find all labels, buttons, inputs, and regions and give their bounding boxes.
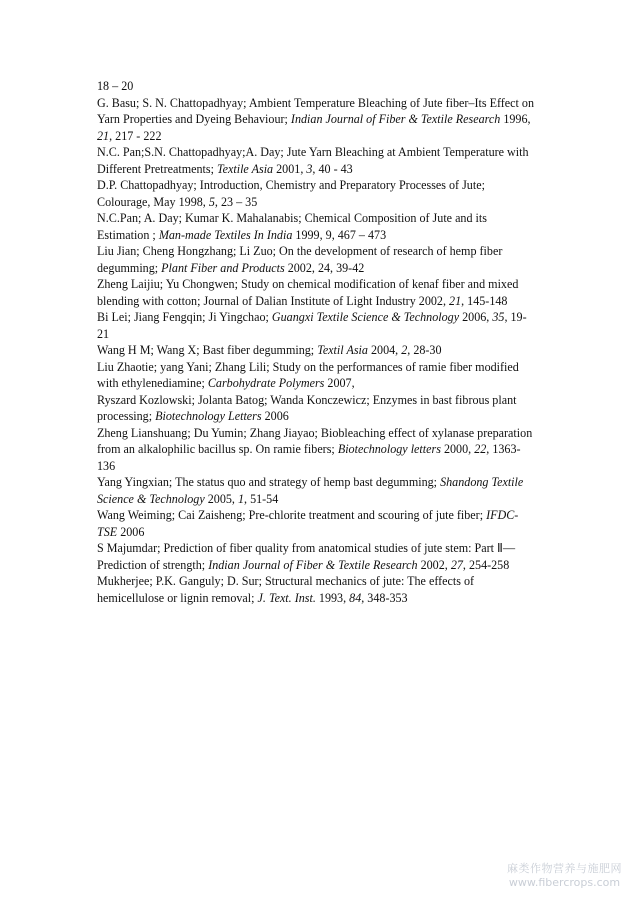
reference-text: , 51-54	[244, 491, 279, 506]
reference-text: , 1363-136	[97, 442, 521, 473]
reference-italic-text: 84	[349, 590, 362, 605]
reference-text: 1999, 9, 467 – 473	[292, 227, 387, 242]
reference-entry	[97, 425, 537, 475]
reference-text: Wang Weiming; Cai Zaisheng; Pre-chlorite treatment and scouring of jute fiber;	[97, 508, 487, 522]
reference-italic-text: 2	[401, 343, 408, 357]
reference-entry	[97, 78, 537, 95]
reference-text: , 217 - 222	[109, 128, 162, 143]
reference-italic-text: 3	[306, 161, 313, 176]
reference-italic-text: Biotechnology Letters	[155, 409, 262, 423]
reference-entry	[97, 540, 537, 573]
reference-italic-text: 22	[474, 442, 487, 456]
reference-text: D.P. Chattopadhyay; Introduction, Chemistry and Preparatory Processes of Jute; Colourage, May 1998,	[97, 178, 485, 209]
reference-entry	[97, 144, 537, 177]
reference-text: 2002, 24, 39-42	[284, 260, 365, 275]
reference-text: G. Basu; S. N. Chattopadhyay; Ambient Temperature Bleaching of Jute fiber–Its Effect on Yarn Properties and Dyeing Behaviour;	[97, 95, 535, 126]
reference-italic-text: Shandong Textile Science & Technology	[97, 475, 524, 506]
reference-text: Zheng Lianshuang; Du Yumin; Zhang Jiayao; Biobleaching effect of xylanase preparation from an alkalophilic bacillus sp. On ramie fibers;	[97, 425, 533, 456]
reference-italic-text: Carbohydrate Polymers	[207, 376, 325, 390]
reference-list	[97, 78, 537, 606]
reference-italic-text: J. Text. Inst.	[257, 590, 316, 605]
watermark-url: www.fibercrops.com	[508, 876, 621, 889]
reference-italic-text: 35	[492, 310, 505, 324]
reference-italic-text: 27	[450, 557, 463, 572]
reference-text: 2006,	[459, 310, 493, 324]
reference-entry	[97, 507, 537, 540]
reference-text: 2005,	[204, 491, 238, 506]
reference-text: 2000,	[440, 442, 475, 456]
reference-italic-text: Textile Asia	[217, 161, 274, 176]
reference-italic-text: IFDC-TSE	[97, 508, 519, 539]
reference-text: Wang H M; Wang X; Bast fiber degumming;	[97, 343, 318, 357]
reference-entry	[97, 243, 537, 276]
reference-italic-text: Textil Asia	[317, 343, 368, 357]
reference-text: 1993,	[315, 590, 350, 605]
reference-text: 18 – 20	[97, 79, 134, 93]
reference-italic-text: 5	[208, 194, 215, 209]
reference-text: Liu Jian; Cheng Hongzhang; Li Zuo; On the development of research of hemp fiber degumming;	[97, 244, 503, 275]
reference-italic-text: Plant Fiber and Products	[161, 260, 285, 275]
reference-italic-text: 21	[449, 293, 462, 308]
reference-italic-text: Guangxi Textile Science & Technology	[271, 310, 460, 324]
reference-italic-text: Indian Journal of Fiber & Textile Research	[208, 557, 418, 572]
reference-entry	[97, 342, 537, 359]
reference-text: 1996,	[500, 112, 531, 126]
reference-text: N.C. Pan;S.N. Chattopadhyay;A. Day; Jute Yarn Bleaching at Ambient Temperature with Different Pretreatments;	[97, 145, 529, 176]
reference-text: 2007,	[324, 376, 355, 390]
reference-entry	[97, 309, 537, 342]
watermark-chinese-text: 麻类作物营养与施肥网	[507, 862, 622, 875]
reference-text: , 254-258	[462, 557, 510, 572]
reference-italic-text: Indian Journal of Fiber & Textile Research	[290, 112, 501, 126]
reference-text: 2006	[261, 409, 289, 423]
reference-text: Ryszard Kozlowski; Jolanta Batog; Wanda Konczewicz; Enzymes in bast fibrous plant processing;	[97, 392, 517, 423]
reference-text: 2002,	[417, 557, 451, 572]
reference-text: N.C.Pan; A. Day; Kumar K. Mahalanabis; Chemical Composition of Jute and its Estimation ;	[97, 211, 487, 242]
reference-entry	[97, 392, 537, 425]
reference-text: , 19-21	[97, 310, 527, 341]
reference-entry	[97, 177, 537, 210]
reference-text: , 348-353	[361, 590, 408, 605]
reference-entry	[97, 210, 537, 243]
reference-italic-text: 1	[237, 491, 245, 506]
reference-text: 2004,	[367, 343, 402, 357]
reference-text: S Majumdar; Prediction of fiber quality from anatomical studies of jute stem: Part Ⅱ—Prediction of strength;	[97, 541, 516, 572]
reference-text: , 28-30	[407, 343, 442, 357]
reference-text: Liu Zhaotie; yang Yani; Zhang Lili; Study on the performances of ramie fiber modified with ethylenediamine;	[97, 359, 519, 390]
reference-entry	[97, 95, 537, 145]
reference-text: Mukherjee; P.K. Ganguly; D. Sur; Structural mechanics of jute: The effects of hemicellulose or lignin removal;	[97, 574, 475, 605]
reference-text: Bi Lei; Jiang Fengqin; Ji Yingchao;	[97, 310, 272, 324]
reference-entry	[97, 474, 537, 507]
reference-italic-text: Biotechnology letters	[337, 442, 441, 456]
reference-text: , 40 - 43	[312, 161, 353, 176]
reference-entry	[97, 359, 537, 392]
reference-entry	[97, 573, 537, 606]
reference-text: Zheng Laijiu; Yu Chongwen; Study on chemical modification of kenaf fiber and mixed blending with cotton; Journal of Dalian Institute of Light Industry 2002,	[97, 277, 519, 308]
site-watermark	[507, 860, 622, 889]
reference-text: , 145-148	[461, 293, 508, 308]
reference-text: , 23 – 35	[214, 194, 258, 209]
reference-italic-text: 21	[97, 128, 110, 143]
reference-italic-text: Man-made Textiles In India	[158, 227, 293, 242]
reference-entry	[97, 276, 537, 309]
reference-text: 2001,	[273, 161, 307, 176]
reference-text: 2006	[117, 524, 145, 539]
reference-text: Yang Yingxian; The status quo and strategy of hemp bast degumming;	[97, 475, 441, 489]
